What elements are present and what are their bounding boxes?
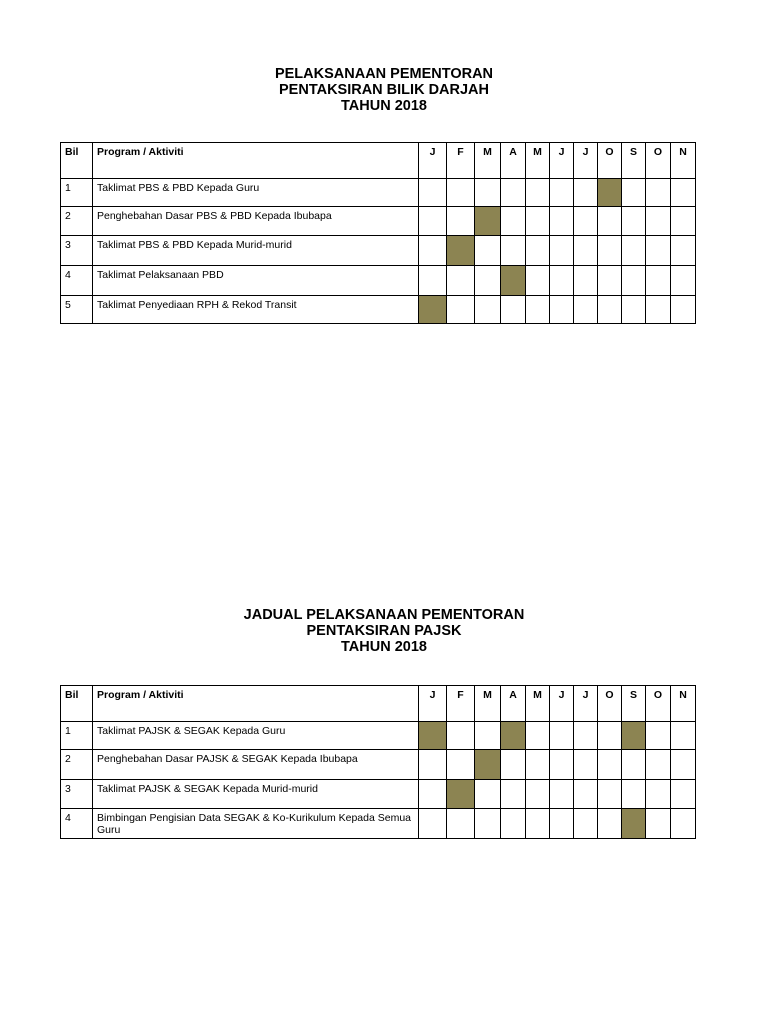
- month-cell: [574, 266, 598, 296]
- month-cell: [475, 236, 501, 266]
- month-cell: [646, 207, 671, 236]
- month-cell: [475, 780, 501, 809]
- month-cell: [671, 179, 696, 207]
- month-cell: [419, 207, 447, 236]
- month-cell: [622, 296, 646, 324]
- month-cell: [475, 722, 501, 750]
- month-cell: [526, 722, 550, 750]
- section2-table-body: [61, 686, 696, 839]
- month-cell: [501, 809, 526, 839]
- month-cell: [550, 750, 574, 780]
- month-cell: [550, 722, 574, 750]
- month-cell: [671, 780, 696, 809]
- header-row: [61, 686, 696, 722]
- scheduled-month-cell: [598, 179, 622, 207]
- month-cell: [501, 296, 526, 324]
- month-header: J: [574, 143, 598, 179]
- scheduled-month-cell: [419, 722, 447, 750]
- month-cell: [550, 179, 574, 207]
- month-cell: [550, 236, 574, 266]
- month-cell: [501, 207, 526, 236]
- month-cell: [526, 236, 550, 266]
- month-cell: [526, 809, 550, 839]
- month-cell: [646, 236, 671, 266]
- month-cell: [550, 207, 574, 236]
- section1-title-line: PELAKSANAAN PEMENTORAN: [274, 66, 494, 82]
- table-row: [61, 179, 696, 207]
- month-cell: [598, 809, 622, 839]
- month-header: S: [622, 143, 646, 179]
- program-header: Program / Aktiviti: [93, 686, 419, 722]
- month-cell: [671, 722, 696, 750]
- section1-title-line: TAHUN 2018: [341, 98, 427, 114]
- row-number: 3: [61, 236, 93, 266]
- month-header: F: [447, 143, 475, 179]
- month-cell: [447, 809, 475, 839]
- month-cell: [646, 809, 671, 839]
- section2-title-line: TAHUN 2018: [341, 639, 427, 655]
- month-header: M: [475, 143, 501, 179]
- month-cell: [475, 266, 501, 296]
- month-cell: [574, 809, 598, 839]
- month-cell: [646, 722, 671, 750]
- program-name: Taklimat PAJSK & SEGAK Kepada Murid-murid: [93, 780, 419, 809]
- month-cell: [646, 179, 671, 207]
- month-header: N: [671, 686, 696, 722]
- scheduled-month-cell: [475, 207, 501, 236]
- section1-table-body: [61, 143, 696, 324]
- program-header: Program / Aktiviti: [93, 143, 419, 179]
- month-cell: [598, 236, 622, 266]
- program-name: Bimbingan Pengisian Data SEGAK & Ko-Kurikulum Kepada Semua Guru: [93, 809, 419, 839]
- month-cell: [574, 179, 598, 207]
- scheduled-month-cell: [447, 236, 475, 266]
- month-cell: [671, 207, 696, 236]
- month-cell: [501, 236, 526, 266]
- month-cell: [598, 266, 622, 296]
- month-header: F: [447, 686, 475, 722]
- month-cell: [475, 296, 501, 324]
- program-name: Taklimat PAJSK & SEGAK Kepada Guru: [93, 722, 419, 750]
- month-cell: [574, 750, 598, 780]
- month-cell: [419, 179, 447, 207]
- month-cell: [671, 296, 696, 324]
- section2-schedule-table: [60, 685, 696, 839]
- month-cell: [574, 722, 598, 750]
- table-row: [61, 296, 696, 324]
- month-cell: [447, 266, 475, 296]
- month-cell: [501, 179, 526, 207]
- program-name: Taklimat Penyediaan RPH & Rekod Transit: [93, 296, 419, 324]
- scheduled-month-cell: [501, 266, 526, 296]
- month-cell: [419, 809, 447, 839]
- month-cell: [501, 780, 526, 809]
- month-cell: [447, 179, 475, 207]
- month-cell: [671, 236, 696, 266]
- month-header: J: [550, 143, 574, 179]
- month-cell: [622, 266, 646, 296]
- month-header: O: [598, 686, 622, 722]
- row-number: 1: [61, 722, 93, 750]
- month-cell: [447, 207, 475, 236]
- month-cell: [622, 750, 646, 780]
- month-cell: [671, 266, 696, 296]
- month-cell: [574, 207, 598, 236]
- section1-title-line: PENTAKSIRAN BILIK DARJAH: [279, 82, 489, 98]
- table-row: [61, 266, 696, 296]
- month-header: J: [419, 143, 447, 179]
- month-header: J: [419, 686, 447, 722]
- scheduled-month-cell: [475, 750, 501, 780]
- month-header: O: [646, 686, 671, 722]
- bil-header: Bil: [61, 686, 93, 722]
- scheduled-month-cell: [501, 722, 526, 750]
- month-cell: [419, 780, 447, 809]
- month-header: O: [598, 143, 622, 179]
- month-cell: [622, 179, 646, 207]
- month-cell: [598, 780, 622, 809]
- section2-title-line: PENTAKSIRAN PAJSK: [306, 623, 462, 639]
- month-header: A: [501, 686, 526, 722]
- month-cell: [526, 266, 550, 296]
- table-row: [61, 236, 696, 266]
- month-cell: [419, 266, 447, 296]
- month-cell: [447, 722, 475, 750]
- month-cell: [475, 179, 501, 207]
- program-name: Taklimat PBS & PBD Kepada Guru: [93, 179, 419, 207]
- month-cell: [501, 750, 526, 780]
- month-header: J: [550, 686, 574, 722]
- row-number: 1: [61, 179, 93, 207]
- month-cell: [475, 809, 501, 839]
- month-cell: [598, 207, 622, 236]
- month-header: S: [622, 686, 646, 722]
- table-row: [61, 750, 696, 780]
- month-cell: [574, 780, 598, 809]
- row-number: 4: [61, 266, 93, 296]
- month-header: N: [671, 143, 696, 179]
- row-number: 4: [61, 809, 93, 839]
- month-cell: [622, 780, 646, 809]
- scheduled-month-cell: [419, 296, 447, 324]
- section1-schedule-table: [60, 142, 696, 324]
- month-cell: [526, 207, 550, 236]
- section2-title-line: JADUAL PELAKSANAAN PEMENTORAN: [243, 607, 525, 623]
- scheduled-month-cell: [447, 780, 475, 809]
- month-header: M: [475, 686, 501, 722]
- month-cell: [550, 266, 574, 296]
- section2-title: [0, 607, 768, 655]
- month-cell: [526, 296, 550, 324]
- month-cell: [598, 750, 622, 780]
- row-number: 5: [61, 296, 93, 324]
- month-cell: [646, 750, 671, 780]
- month-cell: [550, 809, 574, 839]
- header-row: [61, 143, 696, 179]
- month-cell: [550, 296, 574, 324]
- month-cell: [646, 296, 671, 324]
- month-header: M: [526, 143, 550, 179]
- bil-header: Bil: [61, 143, 93, 179]
- program-name: Taklimat PBS & PBD Kepada Murid-murid: [93, 236, 419, 266]
- month-cell: [574, 296, 598, 324]
- month-cell: [419, 750, 447, 780]
- month-header: O: [646, 143, 671, 179]
- table-row: [61, 780, 696, 809]
- month-cell: [550, 780, 574, 809]
- month-cell: [419, 236, 447, 266]
- program-name: Penghebahan Dasar PBS & PBD Kepada Ibubapa: [93, 207, 419, 236]
- month-cell: [447, 750, 475, 780]
- table-row: [61, 722, 696, 750]
- row-number: 2: [61, 750, 93, 780]
- month-cell: [574, 236, 598, 266]
- scheduled-month-cell: [622, 809, 646, 839]
- month-cell: [622, 236, 646, 266]
- month-cell: [526, 179, 550, 207]
- section1-title: [0, 66, 768, 114]
- month-header: A: [501, 143, 526, 179]
- month-cell: [646, 266, 671, 296]
- table-row: [61, 207, 696, 236]
- month-cell: [646, 780, 671, 809]
- month-cell: [598, 722, 622, 750]
- month-cell: [526, 750, 550, 780]
- month-header: M: [526, 686, 550, 722]
- row-number: 2: [61, 207, 93, 236]
- row-number: 3: [61, 780, 93, 809]
- program-name: Taklimat Pelaksanaan PBD: [93, 266, 419, 296]
- month-cell: [447, 296, 475, 324]
- table-row: [61, 809, 696, 839]
- month-cell: [526, 780, 550, 809]
- month-header: J: [574, 686, 598, 722]
- scheduled-month-cell: [622, 722, 646, 750]
- program-name: Penghebahan Dasar PAJSK & SEGAK Kepada Ibubapa: [93, 750, 419, 780]
- month-cell: [622, 207, 646, 236]
- month-cell: [671, 809, 696, 839]
- month-cell: [598, 296, 622, 324]
- month-cell: [671, 750, 696, 780]
